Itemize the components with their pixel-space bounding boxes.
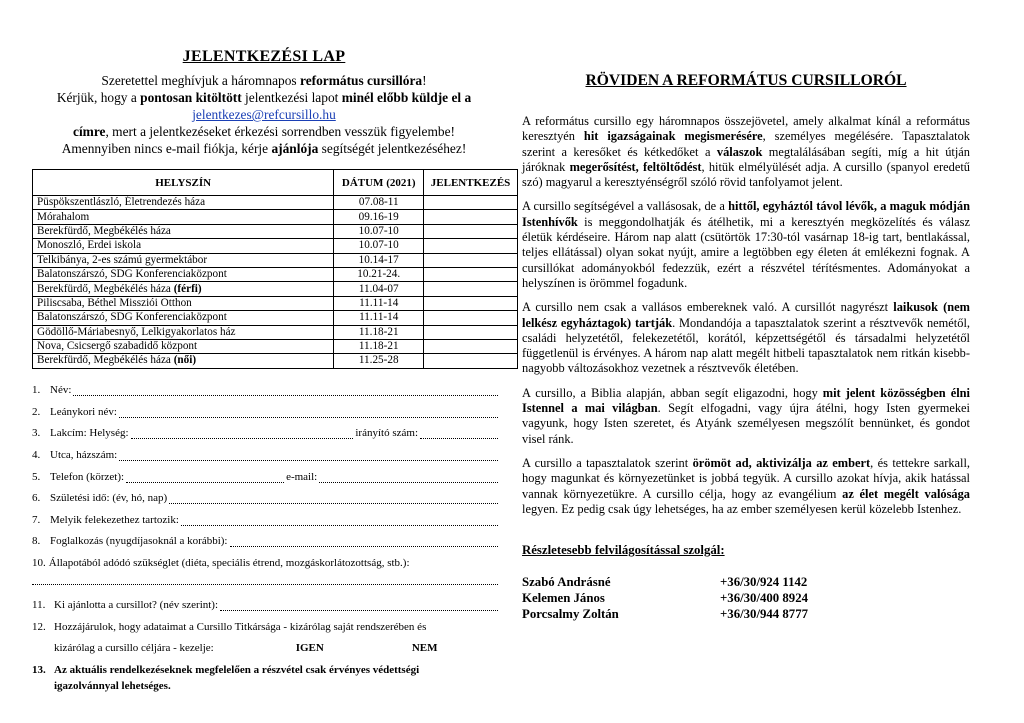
date-cell: 11.11-14: [334, 311, 424, 325]
intro-bold: református cursillóra: [300, 73, 423, 88]
para-text: A református cursillo egy háromnapos összejövetel, amely alkalmat kínál a református keresztyén: [522, 114, 970, 144]
field-label: Leánykori név:: [50, 405, 117, 418]
form-intro: [28, 72, 500, 157]
location-name: Balatonszárszó, SDG Konferenciaközpont: [37, 311, 227, 324]
table-row: [33, 224, 518, 238]
yes-option[interactable]: IGEN: [295, 642, 324, 655]
field-number: 3.: [32, 427, 41, 440]
contact-name: Szabó Andrásné: [522, 575, 611, 590]
info-paragraph-3: [522, 300, 970, 376]
date-cell: 07.08-11: [334, 196, 424, 210]
registration-checkbox-cell[interactable]: [424, 239, 518, 253]
field-number: 10.: [32, 557, 46, 570]
intro-bold: minél előbb küldje el a: [341, 90, 472, 105]
field-recommender: [32, 585, 500, 611]
field-label: e-mail:: [286, 470, 318, 483]
intro-text: Szeretettel meghívjuk a háromnapos: [101, 73, 300, 88]
contact-phone[interactable]: +36/30/400 8924: [720, 591, 808, 606]
table-row: [33, 253, 518, 267]
location-name: Berekfürdő, Megbékélés háza: [37, 224, 171, 237]
registration-checkbox-cell[interactable]: [424, 339, 518, 353]
personal-data-form: [32, 375, 500, 692]
field-number: 5.: [32, 470, 41, 483]
info-column: [522, 72, 970, 622]
recommender-input-line[interactable]: [220, 602, 498, 611]
info-title: RÖVIDEN A REFORMÁTUS CURSILLORÓL: [585, 72, 907, 89]
form-title: JELENTKEZÉSI LAP: [182, 48, 346, 65]
intro-bold: címre: [73, 124, 106, 139]
table-row: [33, 282, 518, 296]
intro-text: Amennyiben nincs e-mail fiókja, kérje: [61, 141, 272, 156]
field-consent-choice: [32, 633, 500, 655]
location-name: Monoszló, Erdei iskola: [37, 239, 142, 252]
field-label: Állapotából adódó szükséglet (diéta, speciális étrend, mozgáskorlátozottság, stb.):: [48, 557, 410, 570]
para-text: megtalálásában segíti, míg a hit útján járóknak: [522, 144, 970, 174]
registration-checkbox-cell[interactable]: [424, 210, 518, 224]
location-name: Berekfürdő, Megbékélés háza: [37, 354, 174, 367]
location-cell: [33, 196, 334, 210]
field-number: 2.: [32, 405, 41, 418]
field-number: 7.: [32, 513, 41, 526]
para-text: A cursillo segítségével a vallásosak, de a: [522, 199, 729, 214]
field-label: Ki ajánlotta a cursillot? (név szerint):: [54, 599, 219, 612]
field-vaccination-note-cont: [32, 676, 500, 692]
date-cell: 10.07-10: [334, 239, 424, 253]
field-maiden-name: [32, 396, 500, 418]
location-cell: [33, 311, 334, 325]
contact-name: Porcsalmy Zoltán: [522, 607, 619, 622]
contact-phone[interactable]: +36/30/924 1142: [720, 575, 808, 590]
registration-checkbox-cell[interactable]: [424, 253, 518, 267]
field-address-city: [32, 418, 500, 440]
field-number: 13.: [32, 663, 46, 676]
registration-checkbox-cell[interactable]: [424, 196, 518, 210]
registration-checkbox-cell[interactable]: [424, 296, 518, 310]
para-bold: válaszok: [716, 144, 763, 159]
field-label: Név:: [50, 384, 72, 397]
registration-checkbox-cell[interactable]: [424, 325, 518, 339]
para-bold: mit jelent közösségben élni Istennel a mai világban: [522, 385, 970, 416]
field-number: 8.: [32, 535, 41, 548]
field-label: Születési idő: (év, hó, nap): [50, 492, 168, 505]
location-cell: [33, 239, 334, 253]
info-paragraph-2: [522, 199, 970, 291]
contact-list: [522, 574, 970, 622]
location-name: Nova, Csicsergő szabadidő központ: [37, 340, 198, 353]
para-text: legyen. Ez pedig csak úgy lehetséges, ha az ember személyesen kerül közelebb Istenhez.: [522, 501, 962, 516]
field-phone-email: [32, 461, 500, 483]
para-bold: laikusok (nem lelkész egyháztagok) tartják: [522, 300, 970, 330]
para-text: is meggondolhatják és átélhetik, mi a keresztyén megközelítés és válasz életük kérdéseire. Három nap alatt (csütörtök 17:30-tól vasárnap 18-ig tart, bentlakással, teljes ellátással) olyan sokat nyújt, amire a legtöbben egy életen át emlékezni fognak. A cursillókat adományokból fedezzük, ezért a részvétel térítésmentes. Adományokat a helyszínen is örömmel fogadunk.: [522, 214, 970, 290]
para-bold: hittől, egyháztól távol lévők, a maguk módján Istenhívők: [522, 199, 971, 229]
info-paragraph-4: [522, 386, 970, 447]
para-text: A cursillo, a Biblia alapján, abban segít eligazodni, hogy: [522, 385, 823, 400]
field-label: Melyik felekezethez tartozik:: [50, 513, 179, 526]
field-number: 11.: [32, 599, 46, 612]
para-text: , személyes megélésére. Tapasztalatok szerint a keresőket és kétkedőket a: [522, 129, 970, 159]
locations-table: [32, 169, 518, 369]
field-label: kizárólag a cursillo céljára - kezelje:: [54, 642, 214, 655]
phone-input-line[interactable]: [126, 474, 284, 483]
para-text: . Segít elfogadni, vagy újra átélni, hogy Isten gyermekei vagyunk, hogy Isten szeretet, és Atyánk személyesen megszólít bennünket, és gondot visel ránk.: [522, 401, 970, 446]
date-cell: 10.21-24.: [334, 267, 424, 281]
table-row: [33, 311, 518, 325]
name-input-line[interactable]: [73, 387, 498, 396]
maiden-name-input-line[interactable]: [119, 409, 498, 418]
location-name: Mórahalom: [37, 210, 90, 223]
field-number: 12.: [32, 620, 46, 633]
para-bold: örömöt ad, aktivizálja az embert: [692, 455, 871, 470]
contact-phone[interactable]: +36/30/944 8777: [720, 607, 808, 622]
contact-row: [522, 590, 970, 606]
intro-text: !: [422, 73, 427, 88]
table-row: [33, 210, 518, 224]
registration-checkbox-cell[interactable]: [424, 282, 518, 296]
registration-checkbox-cell[interactable]: [424, 354, 518, 368]
registration-checkbox-cell[interactable]: [424, 224, 518, 238]
location-name: Telkibánya, 2-es számú gyermektábor: [37, 253, 208, 266]
location-gender-tag: (férfi): [173, 282, 202, 295]
date-cell: 09.16-19: [334, 210, 424, 224]
location-name: Piliscsaba, Béthel Missziói Otthon: [37, 296, 192, 309]
city-input-line[interactable]: [131, 430, 354, 439]
location-cell: [33, 267, 334, 281]
table-row: [33, 196, 518, 210]
location-cell: [33, 253, 334, 267]
contact-row: [522, 606, 970, 622]
location-name: Balatonszárszó, SDG Konferenciaközpont: [37, 268, 227, 281]
date-cell: 11.18-21: [334, 339, 424, 353]
field-label: Hozzájárulok, hogy adataimat a Cursillo Titkársága - kizárólag saját rendszerében és: [54, 620, 427, 633]
location-cell: [33, 325, 334, 339]
field-vaccination-note: [32, 654, 500, 676]
field-label: Utca, házszám:: [50, 449, 118, 462]
field-number: 6.: [32, 492, 41, 505]
para-text: , hitük elmélyülését adja. A cursillo (spanyol eredetű szó) magyarul a keresztyénségről szóló rövid tanfolyamot jelent.: [522, 159, 970, 190]
street-input-line[interactable]: [119, 452, 498, 461]
occupation-input-line[interactable]: [230, 538, 499, 547]
intro-text: , mert a jelentkezéseket érkezési sorrendben vesszük figyelembe!: [105, 124, 455, 139]
zip-input-line[interactable]: [420, 430, 498, 439]
info-paragraph-5: [522, 456, 970, 517]
field-consent: [32, 611, 500, 633]
intro-text: segítségét jelentkezéséhez!: [318, 141, 467, 156]
header-registration: JELENTKEZÉS: [424, 170, 518, 196]
field-number: 1.: [32, 384, 41, 397]
table-row: [33, 354, 518, 368]
para-bold: hit igazságainak megismerésére: [583, 129, 763, 144]
contact-name: Kelemen János: [522, 591, 605, 606]
special-needs-continuation: [32, 569, 500, 585]
date-cell: 11.11-14: [334, 296, 424, 310]
field-label: Az aktuális rendelkezéseknek megfelelően a részvétel csak érvényes védettségi: [54, 663, 420, 676]
registration-checkbox-cell[interactable]: [424, 267, 518, 281]
info-paragraph-1: [522, 114, 970, 190]
location-cell: [33, 224, 334, 238]
location-gender-tag: (női): [173, 354, 197, 367]
location-cell: [33, 354, 334, 368]
para-text: A cursillo nem csak a vallásos embereknek való. A cursillót nagyrészt: [522, 300, 894, 315]
denomination-input-line[interactable]: [181, 517, 498, 526]
field-label: Telefon (körzet):: [50, 470, 125, 483]
intro-text: Kérjük, hogy a: [56, 90, 141, 105]
special-needs-input-line[interactable]: [32, 576, 498, 585]
contact-heading: Részletesebb felvilágosítással szolgál:: [522, 543, 725, 558]
table-header-row: [33, 170, 518, 196]
field-birth-date: [32, 483, 500, 505]
intro-bold: pontosan kitöltött: [140, 90, 242, 105]
field-name: [32, 375, 500, 397]
header-date: DÁTUM (2021): [334, 170, 424, 196]
contact-row: [522, 574, 970, 590]
table-row: [33, 339, 518, 353]
date-cell: 11.25-28: [334, 354, 424, 368]
date-cell: 10.14-17: [334, 253, 424, 267]
email-link[interactable]: jelentkezes@refcursillo.hu: [192, 107, 336, 122]
para-bold: megerősítést, feltöltődést: [569, 159, 702, 174]
table-row: [33, 267, 518, 281]
location-cell: [33, 339, 334, 353]
intro-text: jelentkezési lapot: [241, 90, 342, 105]
birth-date-input-line[interactable]: [169, 495, 498, 504]
table-row: [33, 325, 518, 339]
location-cell: [33, 210, 334, 224]
location-name: Gödöllő-Máriabesnyő, Lelkigyakorlatos ház: [37, 325, 236, 338]
location-cell: [33, 282, 334, 296]
field-special-needs: [32, 547, 500, 569]
field-street: [32, 439, 500, 461]
field-label: Foglalkozás (nyugdíjasoknál a korábbi):: [50, 535, 228, 548]
registration-form-column: [28, 48, 511, 692]
field-occupation: [32, 526, 500, 548]
email-input-line[interactable]: [319, 474, 498, 483]
date-cell: 10.07-10: [334, 224, 424, 238]
header-location: HELYSZÍN: [33, 170, 334, 196]
field-label: igazolvánnyal lehetséges.: [54, 679, 171, 692]
field-label: irányító szám:: [355, 427, 418, 440]
intro-bold: ajánlója: [271, 141, 319, 156]
date-cell: 11.18-21: [334, 325, 424, 339]
no-option[interactable]: NEM: [411, 642, 438, 655]
date-cell: 11.04-07: [334, 282, 424, 296]
para-text: , és tettekre sarkall, hogy magunkat és környezetünket is jobbá tegyük. A cursillo azokat hívja, akik hatással vannak környezetükre. A cursillo célja, hogy az evangélium: [522, 455, 970, 501]
field-label: Lakcím: Helység:: [50, 427, 129, 440]
table-row: [33, 296, 518, 310]
registration-checkbox-cell[interactable]: [424, 311, 518, 325]
table-row: [33, 239, 518, 253]
para-text: A cursillo a tapasztalatok szerint: [522, 455, 693, 470]
field-number: 4.: [32, 449, 41, 462]
field-denomination: [32, 504, 500, 526]
para-text: . Mondandója a tapasztalatok szerint a résztvevők nemétől, családi helyzetétől, felekezetétől, korától, képzettségétől és társadalmi helyzetétől függetlenül is érvényes. A három nap alatt megélt hitbeli tapasztalatok nem ritkán kisebb-nagyobb változásokhoz vezetnek a résztvevők életében.: [522, 315, 970, 376]
location-name: Berekfürdő, Megbékélés háza: [37, 282, 174, 295]
location-name: Püspökszentlászló, Életrendezés háza: [37, 196, 206, 209]
location-cell: [33, 296, 334, 310]
para-bold: az élet megélt valósága: [842, 486, 970, 501]
